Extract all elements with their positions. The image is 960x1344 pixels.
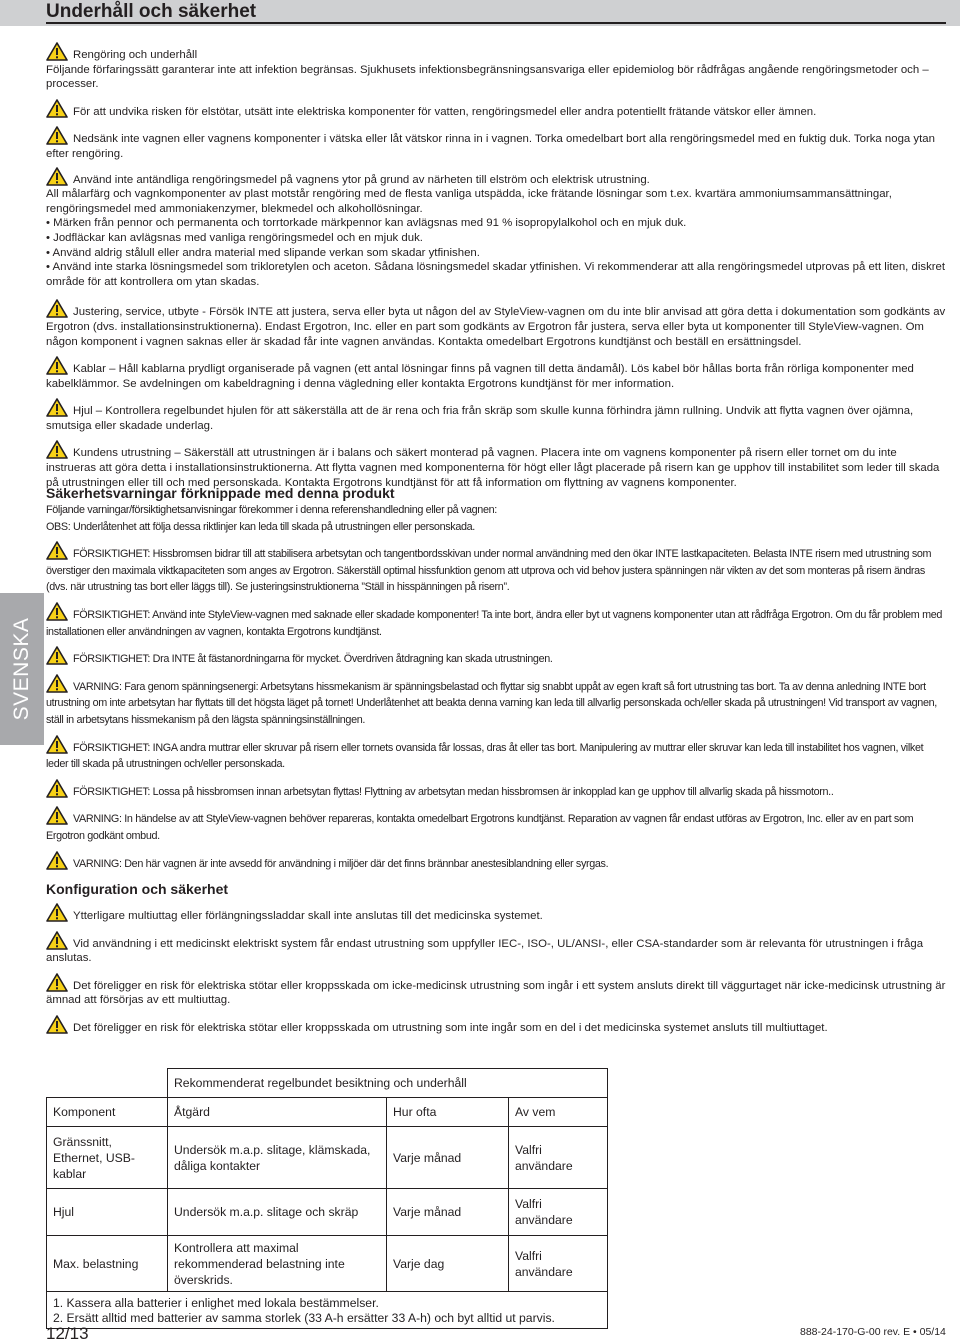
warning-icon xyxy=(46,299,68,318)
safety-intro: Följande varningar/försiktighetsanvisningar förekommer i denna referenshandledning eller på vagnen: xyxy=(46,504,497,516)
table-cell: Varje månad xyxy=(387,1127,509,1189)
cleaning-warning: Använd inte antändliga rengöringsmedel på vagnens ytor på grund av närheten till elström och elektrisk utrustning. xyxy=(73,173,650,186)
warning-icon xyxy=(46,42,68,61)
warning-icon xyxy=(46,735,68,754)
safety-item: VARNING: In händelse av att StyleView-vagnen behöver repareras, kontakta omedelbart Ergotrons kundtjänst. Reparation av vagnen får endast utföras av Ergotron, Inc. eller av en part som Ergotron godkänt ombud. xyxy=(46,813,914,842)
paint-note: All målarfärg och vagnkomponenter av plast motstår rengöring med de flesta vanliga utspädda, icke frätande lösningar som t.ex. kvartära ammoniumsammansättningar, rengöringsmedel med ammoniakenzymer, blekmedel och alkohollösningar. xyxy=(46,188,892,215)
language-tab xyxy=(0,593,44,745)
warning-icon xyxy=(46,851,68,870)
safety-item: FÖRSIKTIGHET: Lossa på hissbromsen innan arbetsytan flyttas! Flyttning av arbetsytan medan hissbromsen är inkopplad kan ge upphov till allvarlig skada på hissmotorn.. xyxy=(73,785,834,798)
table-row xyxy=(47,1127,608,1189)
table-row xyxy=(47,1189,608,1236)
warning-icon xyxy=(46,973,68,992)
warning-icon xyxy=(46,356,68,375)
table-cell: Valfri användare xyxy=(509,1189,608,1236)
warning-icon xyxy=(46,903,68,922)
wheels-warning: Hjul – Kontrollera regelbundet hjulen för att säkerställa att de är rena och fria från skräp som skulle kunna förhindra jämn rullning. Undvik att flytta vagnen över ojämna, smutsiga eller skadade underlag. xyxy=(46,405,914,432)
table-cell: Gränssnitt, Ethernet, USB-kablar xyxy=(47,1127,168,1189)
table-cell: Hjul xyxy=(47,1189,168,1236)
language-tab-label: SVENSKA xyxy=(10,617,33,721)
table-title: Rekommenderat regelbundet besiktning och underhåll xyxy=(168,1069,608,1098)
config-section xyxy=(46,903,946,1036)
table-cell: Kontrollera att maximal rekommenderad belastning inte överskrids. xyxy=(168,1236,387,1292)
safety-item: FÖRSIKTIGHET: Hissbromsen bidrar till att stabilisera arbetsytan och tangentbordsskivan under normal användning med den ökar INTE lastkapaciteten. Belasta INTE risern med utrustning som överstiger den maximala viktkapaciteten som anges av Ergotron. Säkerställ optimal hissfunktion genom att utprova och vid behov justera spänningen när vikten av det som monteras på risern ändras (dvs. när utrustning tas bort eller läggs till). Se justeringsinstruktionerna ”Ställ in hisspänningen på risern”. xyxy=(46,548,932,594)
warning-icon xyxy=(46,541,68,560)
cleaning-section: Rengöring och underhåll Följande förfaringssätt garanterar inte att infektion begränsas. Sjukhusets infektionsbegränsningsansvariga eller epidemiolog bör rådfrågas angående rengöringsmetoder och –processer. För att undvika risken för elstötar, utsätt inte elektriska komponenter för vatten, rengöringsmedel eller andra potentiellt frätande vätskor eller ämnen. Nedsänk inte vagnen eller vagnens komponenter i vätska eller låt vätskor rinna in i vagnen. Torka omedelbart bort alla rengöringsmedel med en fuktig duk. Torka noga ytan efter rengöring. Använd inte antändliga rengöringsmedel på vagnens ytor på grund av närheten till elström och elektrisk utrustning. All målarfärg och vagnkomponenter av plast motstår rengöring med de flesta vanliga utspädda, icke frätande lösningar som t.ex. kvartära ammoniumsammansättningar, rengöringsmedel med ammoniakenzymer, blekmedel och alkohollösningar. • Märken från pennor och permanenta och torrtorkade märkpennor kan avlägsnas med 91 % isopropylalkohol och en mjuk duk. • Jodfläckar kan avlägsnas med vanliga rengöringsmedel och en mjuk duk. • Använd aldrig stålull eller andra material med slipande verkan som skadar ytfinishen. • Använd inte starka lösningsmedel som trikloretylen och aceton. Sådana lösningsmedel skadar ytfinishen. Vi rekommenderar att alla rengöringsmedel utprovas på ett liten, diskret område för att kontrollera om ytan skadas. Justering, service, utbyte - Försök INTE att justera, serva eller byta ut någon del av StyleView-vagnen om du inte blir anvisad att göra detta i dokumentation som godkänts av Ergotron (dvs. installationsinstruktionerna). Endast Ergotron, Inc. eller en part som godkänts av Ergotron får justera, serva eller byta ut komponenter till StyleView-vagnen. Om någon komponent i vagnen saknas eller är skadad får inte vagnen användas. Kontakta omedelbart Ergotrons kundtjänst och beställ en ersättningsdel. Kablar – Håll kablarna prydligt organiserade på vagnen (ett antal lösningar finns på vagnen till detta ändamål). Lös kabel bör hållas borta från rörliga komponenter med kabelklämmor. Se avdelningen om kabeldragning i denna vägledning eller kontakta Ergotrons kundtjänst för mer information. Hjul – Kontrollera regelbundet hjulen för att säkerställa att de är rena och fria från skräp som skulle kunna förhindra jämn rullning. Undvik att flytta vagnen över ojämna, smutsiga eller skadade underlag. Kundens utrustning – Säkerställ att utrustningen är i balans och säkert monterad på vagnen. Placera inte om vagnens komponenter på risern eller tornet om du inte instrueras att göra detta i installationsinstruktionerna. Att flytta vagnen med komponenterna för högt eller lågt placerade på risern kan ge upphov till instabilitet som leder till skada på utrustningen eller till och med personskada. Kontakta Ergotrons kundtjänst för att få information om flyttning av vagnens komponenter. xyxy=(46,42,946,490)
warning-icon xyxy=(46,398,68,417)
table-cell: Undersök m.a.p. slitage, klämskada, dåliga kontakter xyxy=(168,1127,387,1189)
table-notes xyxy=(47,1292,608,1329)
cleaning-heading: Rengöring och underhåll xyxy=(73,49,198,61)
document-number: 888-24-170-G-00 rev. E • 05/14 xyxy=(800,1326,946,1338)
safety-item: VARNING: Den här vagnen är inte avsedd för användning i miljöer där det finns brännbar anestesiblandning eller syrgas. xyxy=(73,857,609,870)
bullet-item: Jodfläckar kan avlägsnas med vanliga rengöringsmedel och en mjuk duk. xyxy=(53,231,423,244)
equipment-warning: Kundens utrustning – Säkerställ att utrustningen är i balans och säkert monterad på vagnen. Placera inte om vagnens komponenter på risern eller tornet om du inte instrueras att göra detta i installationsinstruktionerna. Att flytta vagnen med komponenterna för högt eller lågt placerade på risern kan ge upphov till instabilitet som leder till skada på utrustningen eller till och med personskada. Kontakta Ergotrons kundtjänst för att få information om flyttning av vagnens komponenter. xyxy=(46,447,940,489)
table-cell: Max. belastning xyxy=(47,1236,168,1292)
cleaning-warning: Nedsänk inte vagnen eller vagnens komponenter i vätska eller låt vätskor rinna in i vagnen. Torka omedelbart bort alla rengöringsmedel med en fuktig duk. Torka noga ytan efter rengöring. xyxy=(46,133,935,160)
table-cell: Varje månad xyxy=(387,1189,509,1236)
warning-icon xyxy=(46,806,68,825)
bullet-item: Märken från pennor och permanenta och torrtorkade märkpennor kan avlägsnas med 91 % isopropylalkohol och en mjuk duk. xyxy=(53,217,687,230)
bullet-item: Använd inte starka lösningsmedel som trikloretylen och aceton. Sådana lösningsmedel skadar ytfinishen. Vi rekommenderar att alla rengöringsmedel utprovas på ett liten, diskret område för att kontrollera om ytan skadas. xyxy=(46,261,946,288)
col-header: Komponent xyxy=(47,1098,168,1127)
config-title: Konfiguration och säkerhet xyxy=(46,881,229,897)
warning-icon xyxy=(46,646,68,665)
table-cell: Valfri användare xyxy=(509,1236,608,1292)
maintenance-table xyxy=(46,1068,608,1329)
safety-title: Säkerhetsvarningar förknippade med denna produkt xyxy=(46,485,395,501)
header-rule xyxy=(46,22,946,24)
col-header: Åtgärd xyxy=(168,1098,387,1127)
table-title-row xyxy=(47,1069,608,1098)
config-item: Ytterligare multiuttag eller förlängningssladdar skall inte anslutas till det medicinska systemet. xyxy=(73,910,543,922)
table-cell: Undersök m.a.p. slitage och skräp xyxy=(168,1189,387,1236)
table-cell: Varje dag xyxy=(387,1236,509,1292)
table-header-row xyxy=(47,1098,608,1127)
warning-icon xyxy=(46,674,68,693)
page-number: 12/13 xyxy=(46,1324,89,1343)
warning-icon xyxy=(46,440,68,459)
warning-icon xyxy=(46,779,68,798)
safety-item: FÖRSIKTIGHET: INGA andra muttrar eller skruvar på risern eller tornets ovansida får lossas, dras åt eller tas bort. Manipulering av muttrar eller skruvar kan leda till instabilitet hos vagnen, vilket leder till skada på utrustningen och/eller personskada. xyxy=(46,741,924,771)
cleaning-warning: För att undvika risken för elstötar, utsätt inte elektriska komponenter för vatten, rengöringsmedel eller andra potentiellt frätande vätskor eller ämnen. xyxy=(73,105,817,118)
safety-obs: OBS: Underlåtenhet att följa dessa riktlinjer kan leda till skada på utrustningen eller personskada. xyxy=(46,520,475,533)
config-item: Det föreligger en risk för elektriska stötar eller kroppsskada om utrustning som inte ingår som en del i det medicinska systemet ansluts till multiuttaget. xyxy=(73,1021,828,1034)
service-warning: Justering, service, utbyte - Försök INTE att justera, serva eller byta ut någon del av StyleView-vagnen om du inte blir anvisad att göra detta i dokumentation som godkänts av Ergotron (dvs. installationsinstruktionerna). Endast Ergotron, Inc. eller en part som godkänts av Ergotron får justera, serva eller byta ut komponenter till StyleView-vagnen. Om någon komponent i vagnen saknas eller är skadad får inte vagnen användas. Kontakta omedelbart Ergotrons kundtjänst och beställ en ersättningsdel. xyxy=(46,306,946,348)
warning-icon xyxy=(46,126,68,145)
warning-icon xyxy=(46,931,68,950)
warning-icon xyxy=(46,167,68,186)
col-header: Av vem xyxy=(509,1098,608,1127)
table-note: 2. Ersätt alltid med batterier av samma storlek (33 A-h ersätter 33 A-h) och byt alltid ut parvis. xyxy=(53,1311,555,1325)
safety-item: FÖRSIKTIGHET: Använd inte StyleView-vagnen med saknade eller skadade komponenter! Ta inte bort, ändra eller byt ut vagnens komponenter utan att rådfråga Ergotron. Om du får problem med installationen eller användningen av vagnen, kontakta Ergotrons kundtjänst. xyxy=(46,608,943,638)
warning-icon xyxy=(46,1015,68,1034)
bullet-item: Använd aldrig stålull eller andra material med slipande verkan som skadar ytfinishen. xyxy=(52,246,480,259)
safety-section xyxy=(46,502,946,872)
safety-item: VARNING: Fara genom spänningsenergi: Arbetsytans hissmekanism är spänningsbelastad och flyttar sig snabbt uppåt av egen kraft så fort utrustning tas bort. Ta av denna anledning INTE bort utrustning om inte arbetsytan har flyttats till det högsta läget på tornet! Underlåtenhet att beakta denna varning kan leda till allvarlig personskada och/eller skada på utrustningen! Vid transport av vagnen, ställ in arbetsytans hissmekanism på den lägsta spänningsinställningen. xyxy=(46,680,937,726)
table-corner xyxy=(47,1069,168,1098)
page-title: Underhåll och säkerhet xyxy=(46,1,257,22)
config-item: Vid användning i ett medicinskt elektriskt system får endast utrustning som uppfyller IEC-, ISO-, UL/ANSI-, eller CSA-standarder som är relevanta för utrustningen i fråga anslutas. xyxy=(46,937,924,965)
cleaning-intro: Följande förfaringssätt garanterar inte att infektion begränsas. Sjukhusets infektionsbegränsningsansvariga eller epidemiolog bör rådfrågas angående rengöringsmetoder och –processer. xyxy=(46,63,929,91)
warning-icon xyxy=(46,602,68,621)
table-row xyxy=(47,1236,608,1292)
warning-icon xyxy=(46,99,68,118)
table-cell: Valfri användare xyxy=(509,1127,608,1189)
table-notes-row xyxy=(47,1292,608,1329)
table-note: 1. Kassera alla batterier i enlighet med lokala bestämmelser. xyxy=(53,1296,379,1310)
col-header: Hur ofta xyxy=(387,1098,509,1127)
config-item: Det föreligger en risk för elektriska stötar eller kroppsskada om icke-medicinsk utrustning som ingår i ett system ansluts direkt till väggurtaget när icke-medicinsk utrustning är ämnad att försörjas av ett multiuttag. xyxy=(46,979,946,1007)
cables-warning: Kablar – Håll kablarna prydligt organiserade på vagnen (ett antal lösningar finns på vagnen till detta ändamål). Lös kabel bör hållas borta från rörliga komponenter med kabelklämmor. Se avdelningen om kabeldragning i denna vägledning eller kontakta Ergotrons kundtjänst för mer information. xyxy=(46,363,914,390)
safety-item: FÖRSIKTIGHET: Dra INTE åt fästanordningarna för mycket. Överdriven åtdragning kan skada utrustningen. xyxy=(73,653,553,666)
